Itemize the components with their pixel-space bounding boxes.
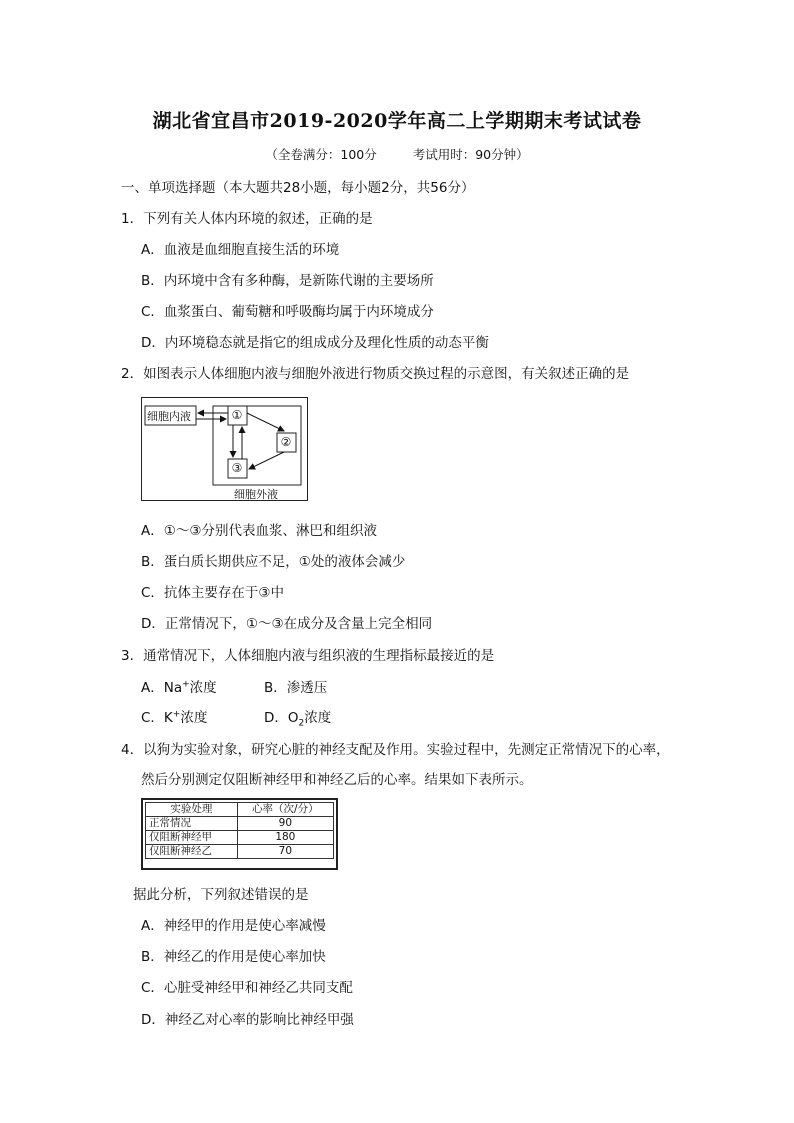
q4-option-c: C．心脏受神经甲和神经乙共同支配 <box>141 980 353 996</box>
intracellular-label: 细胞内液 <box>147 410 191 423</box>
table-cell: 90 <box>237 817 333 831</box>
q2-option-a: A．①～③分别代表血浆、淋巴和组织液 <box>141 523 377 539</box>
arrow-1-to-2 <box>247 413 284 431</box>
q4-lead: 据此分析，下列叙述错误的是 <box>133 887 309 903</box>
exam-title: 湖北省宜昌市2019-2020学年高二上学期期末考试试卷 <box>152 110 642 132</box>
q1-option-c: C．血浆蛋白、葡萄糖和呼吸酶均属于内环境成分 <box>141 304 434 320</box>
q4-option-b: B．神经乙的作用是使心率加快 <box>141 949 326 965</box>
table-cell: 正常情况 <box>146 817 238 831</box>
fluid-exchange-diagram <box>141 397 308 501</box>
q2-option-d: D．正常情况下，①～③在成分及含量上完全相同 <box>141 616 433 632</box>
q2-stem: 2．如图表示人体细胞内液与细胞外液进行物质交换过程的示意图，有关叙述正确的是 <box>121 366 630 382</box>
q4-option-d: D．神经乙对心率的影响比神经甲强 <box>141 1012 354 1028</box>
q3-stem: 3．通常情况下，人体细胞内液与组织液的生理指标最接近的是 <box>121 648 495 664</box>
arrow-2-to-3 <box>249 452 284 469</box>
q1-option-a: A．血液是血细胞直接生活的环境 <box>141 242 340 258</box>
q4-stem-line1: 4．以狗为实验对象，研究心脏的神经支配及作用。实验过程中，先测定正常情况下的心率， <box>121 742 670 758</box>
table-header-row <box>146 803 334 817</box>
table-cell: 仅阻断神经甲 <box>146 831 238 845</box>
q1-option-d: D．内环境稳态就是指它的组成成分及理化性质的动态平衡 <box>141 335 489 351</box>
table-cell: 仅阻断神经乙 <box>146 845 238 859</box>
q3-option-b: B．渗透压 <box>264 680 328 696</box>
table-cell: 70 <box>237 845 333 859</box>
q3-option-d: D．$O_2$浓度 <box>264 710 332 729</box>
extracellular-label: 细胞外液 <box>234 488 278 501</box>
q3-option-c: C．K+浓度 <box>141 709 208 726</box>
exam-subtitle <box>0 145 794 163</box>
table-cell: 180 <box>237 831 333 845</box>
section-heading: 一、单项选择题（本大题共28小题，每小题2分，共56分） <box>121 180 475 196</box>
total-score: （全卷满分：100分 <box>265 147 377 162</box>
node-2-label: ② <box>280 435 292 449</box>
node-1-label: ① <box>231 408 243 422</box>
q4-stem-line2: 然后分别测定仅阻断神经甲和神经乙后的心率。结果如下表所示。 <box>141 772 533 788</box>
table-row <box>146 845 334 859</box>
table-row <box>146 831 334 845</box>
q3-option-a: A．Na+浓度 <box>141 679 217 696</box>
table-row <box>146 817 334 831</box>
node-3-label: ③ <box>231 461 243 475</box>
q2-option-b: B．蛋白质长期供应不足，①处的液体会减少 <box>141 554 406 570</box>
heart-rate-table <box>141 798 338 870</box>
q1-stem: 1．下列有关人体内环境的叙述，正确的是 <box>121 211 373 227</box>
q1-option-b: B．内环境中含有多种酶，是新陈代谢的主要场所 <box>141 273 434 289</box>
table-header-cell: 实验处理 <box>146 803 238 817</box>
exam-duration: 考试用时：90分钟） <box>412 147 529 162</box>
table-header-cell: 心率（次/分） <box>237 803 333 817</box>
q4-option-a: A．神经甲的作用是使心率减慢 <box>141 918 326 934</box>
q2-option-c: C．抗体主要存在于③中 <box>141 585 285 601</box>
